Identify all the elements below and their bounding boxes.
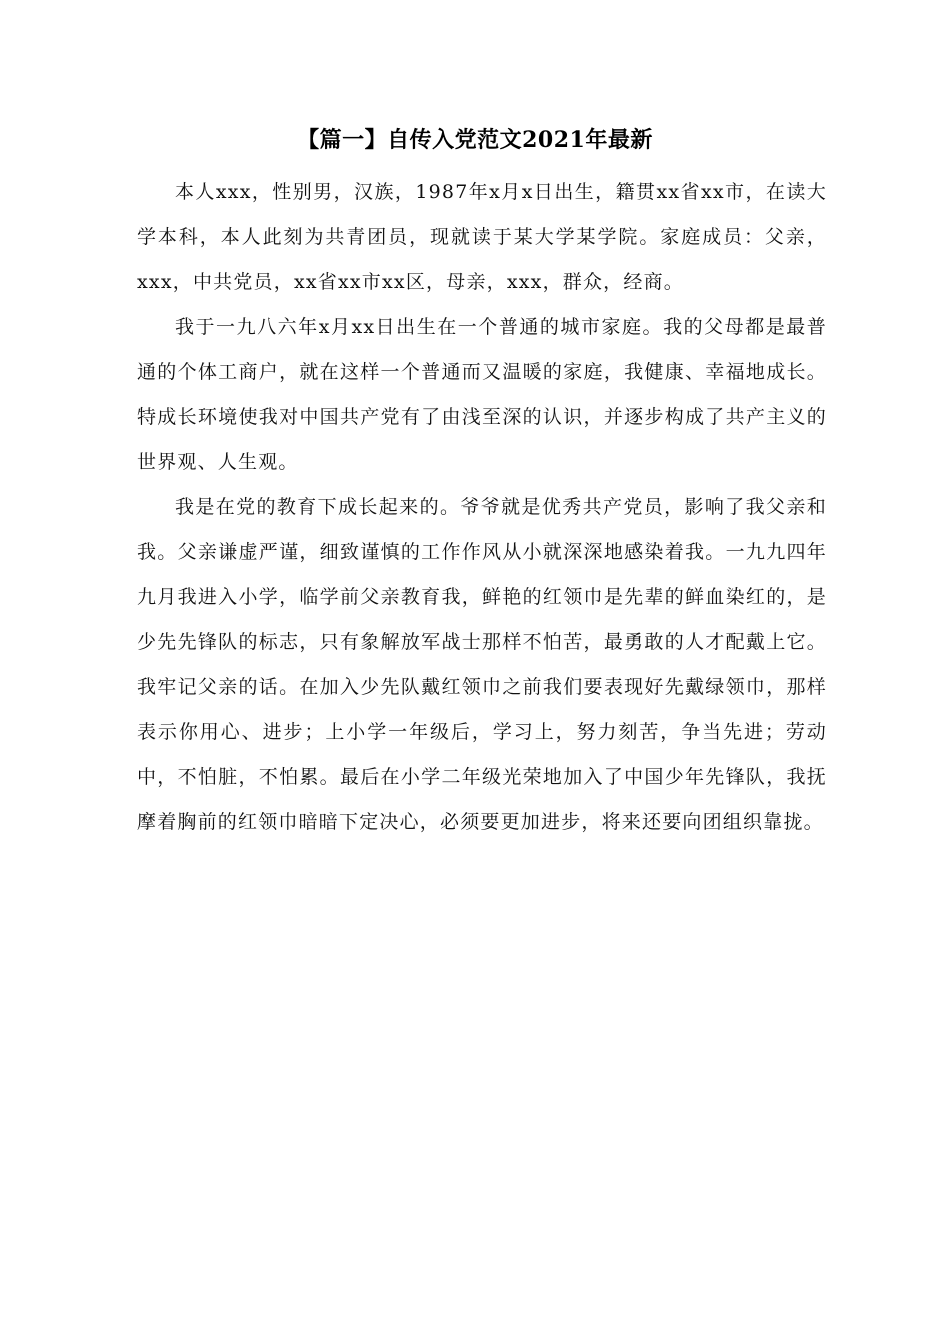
paragraph-growth-experience: 我是在党的教育下成长起来的。爷爷就是优秀共产党员，影响了我父亲和我。父亲谦虚严谨，细致谨慎的工作作风从小就深深地感染着我。一九九四年九月我进入小学，临学前父亲教育我，鲜艳的红领巾是先辈的鲜血染红的，是少先先锋队的标志，只有象解放军战士那样不怕苦，最勇敢的人才配戴上它。我牢记父亲的话。在加入少先队戴红领巾之前我们要表现好先戴绿领巾，那样表示你用心、进步；上小学一年级后，学习上，努力刻苦，争当先进；劳动中，不怕脏，不怕累。最后在小学二年级光荣地加入了中国少年先锋队，我抚摩着胸前的红领巾暗暗下定决心，必须要更加进步，将来还要向团组织靠拢。 xyxy=(137,496,827,833)
paragraph-personal-info: 本人xxx，性别男，汉族，1987年x月x日出生，籍贯xx省xx市，在读大学本科，本人此刻为共青团员，现就读于某大学某学院。家庭成员：父亲，xxx，中共党员，xx省xx市xx区，母亲，xxx，群众，经商。 xyxy=(137,181,827,293)
document-title: 【篇一】自传入党范文2021年最新 xyxy=(297,127,653,153)
document-body xyxy=(137,170,827,845)
paragraph-family-background: 我于一九八六年x月xx日出生在一个普通的城市家庭。我的父母都是最普通的个体工商户，就在这样一个普通而又温暖的家庭，我健康、幸福地成长。特成长环境使我对中国共产党有了由浅至深的认识，并逐步构成了共产主义的世界观、人生观。 xyxy=(137,316,827,473)
